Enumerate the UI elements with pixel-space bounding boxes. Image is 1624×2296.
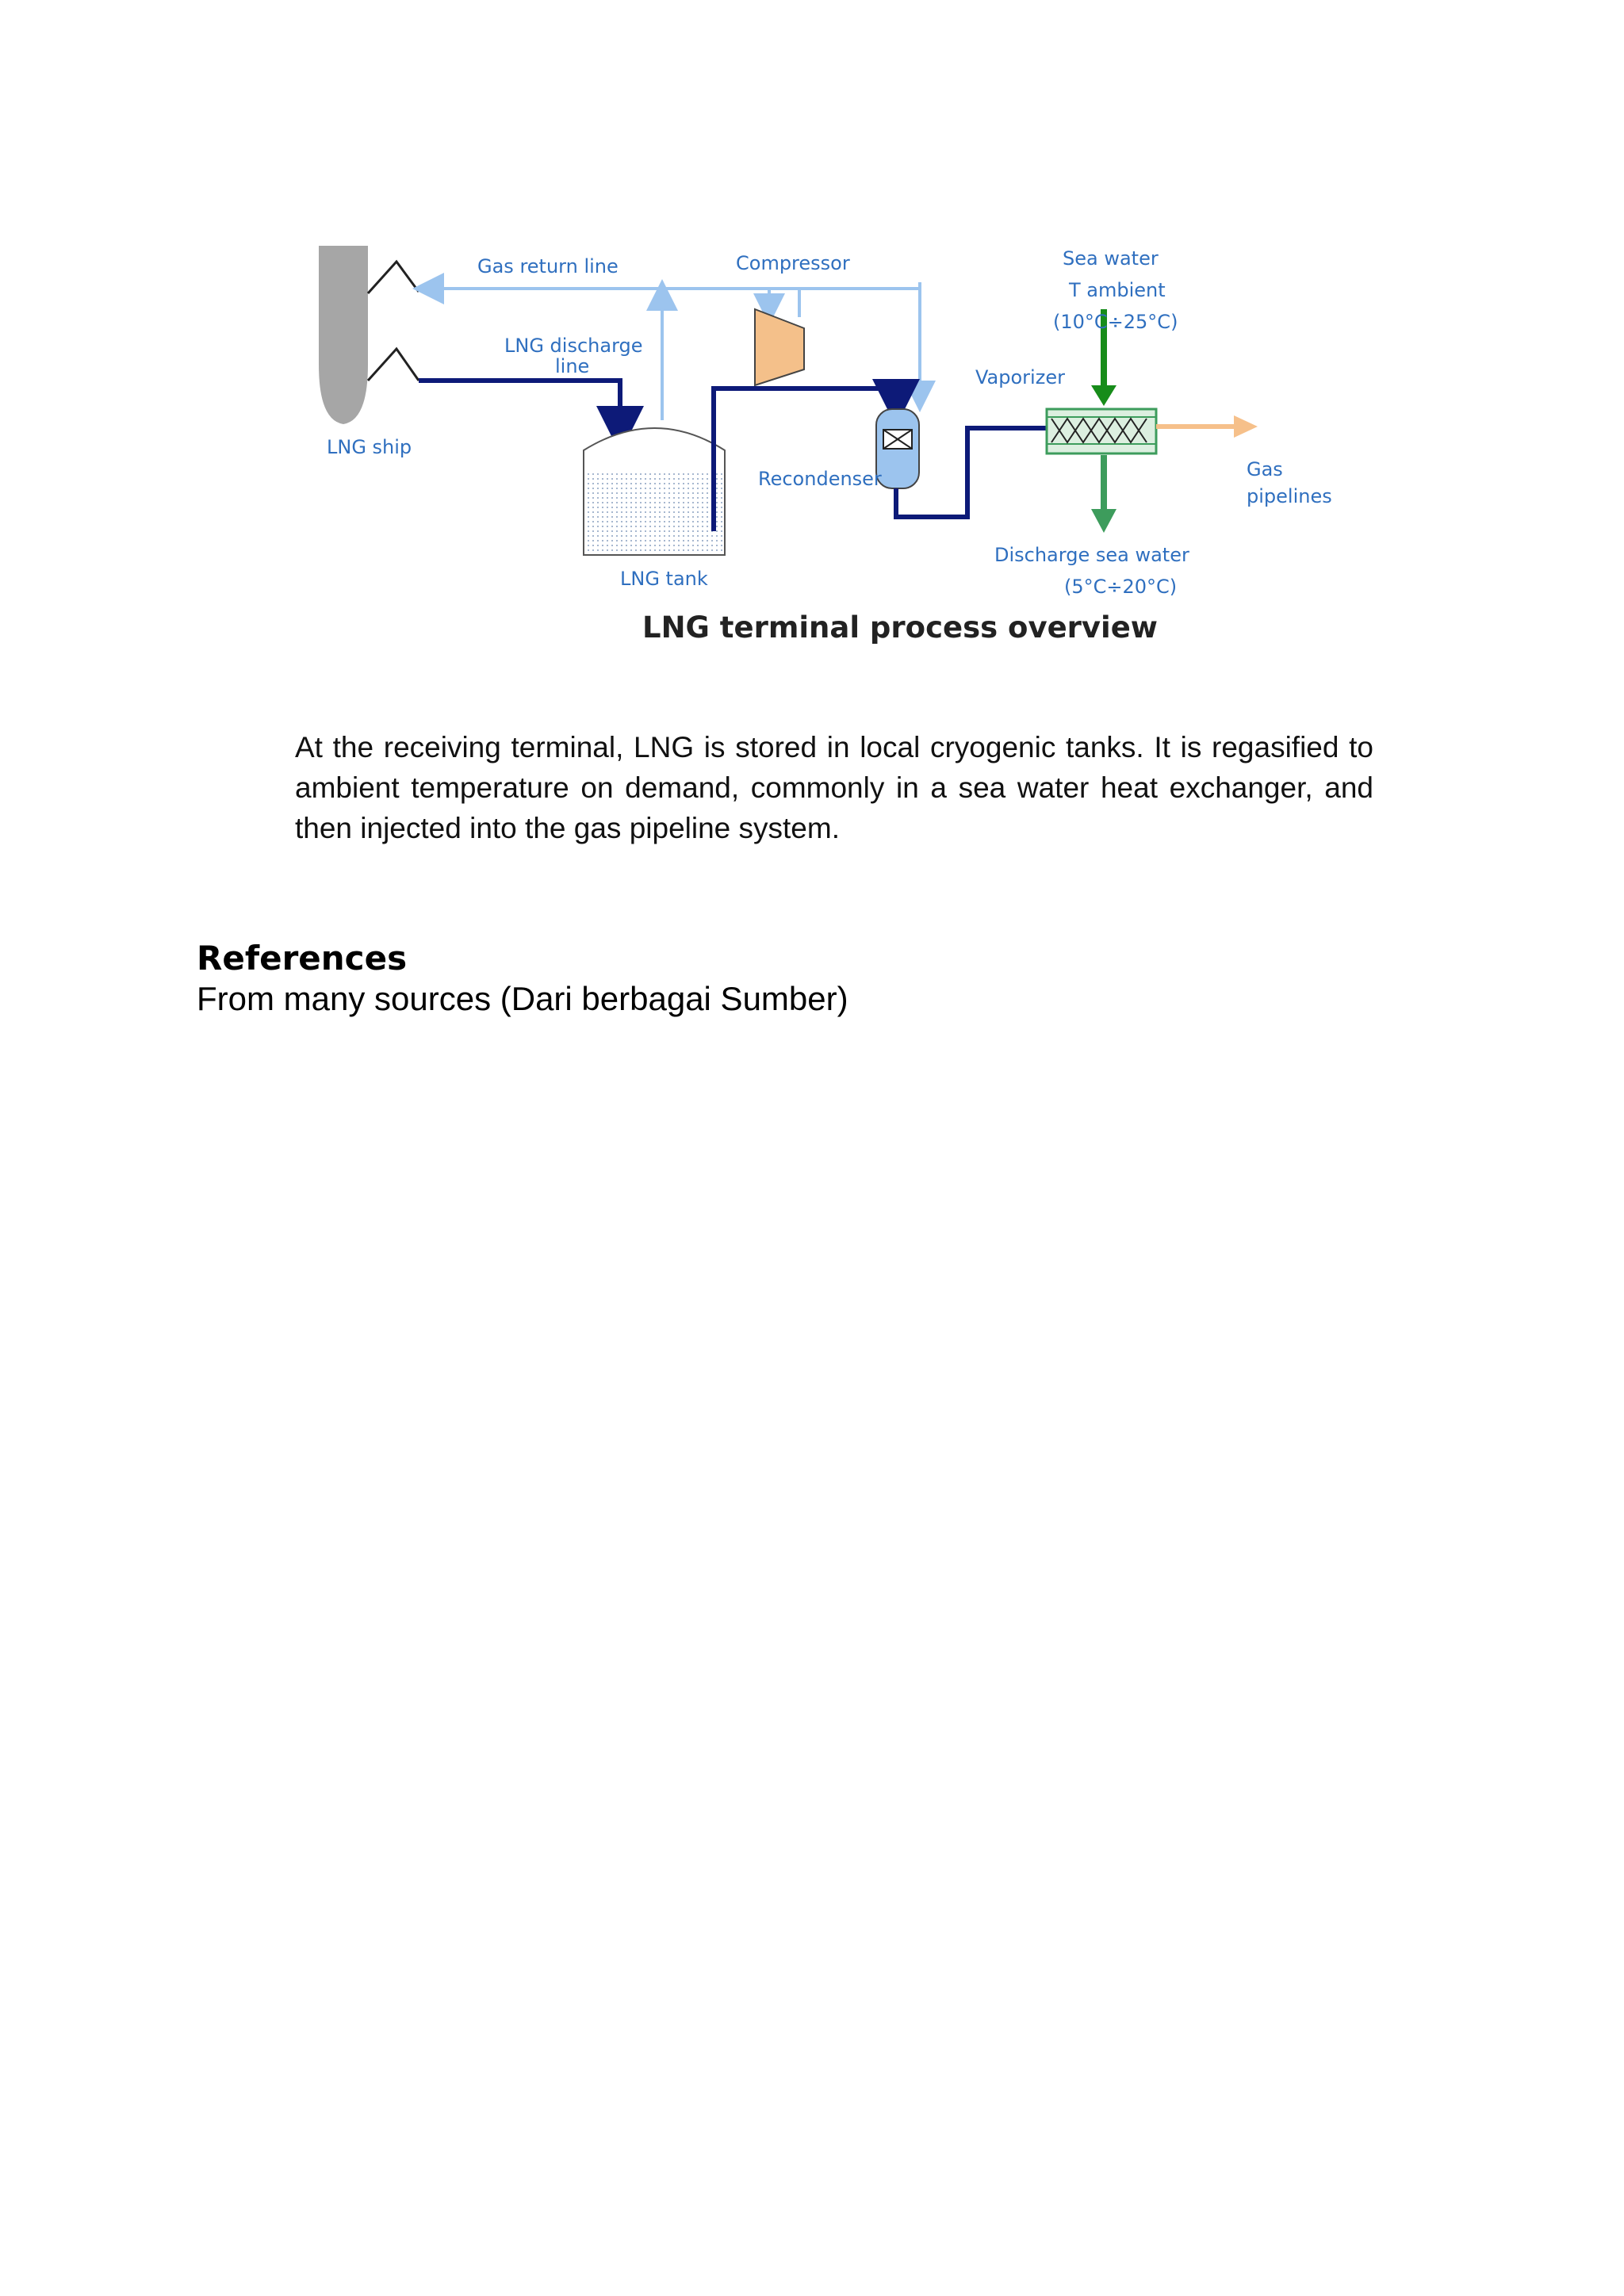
label-temp-out: (5°C÷20°C): [1064, 576, 1178, 598]
compressor-to-recondenser: [799, 289, 920, 396]
lng-ship-shape: [319, 246, 368, 424]
body-paragraph: At the receiving terminal, LNG is stored in local cryogenic tanks. It is regasified to ambient temperature on demand, commonly in a sea water heat exchanger, and then injected into the gas pipeline system.: [295, 731, 1373, 844]
sea-water-inlet-arrow: [1091, 385, 1116, 406]
loading-arm-lower: [368, 349, 419, 381]
label-lng-discharge-line: line: [555, 355, 590, 377]
references-heading: References: [197, 939, 408, 978]
label-pipelines: pipelines: [1247, 485, 1332, 507]
lng-tank-liquid: [585, 473, 723, 553]
label-gas: Gas: [1247, 458, 1283, 480]
figure-caption: [301, 610, 1364, 645]
lng-process-diagram: [301, 230, 1364, 674]
label-compressor: Compressor: [736, 252, 850, 274]
label-t-ambient: T ambient: [1069, 279, 1166, 301]
label-temp-in: (10°C÷25°C): [1053, 311, 1178, 333]
label-gas-return-line: Gas return line: [477, 255, 619, 277]
label-vaporizer: Vaporizer: [975, 366, 1065, 388]
label-recondenser: Recondenser: [758, 468, 882, 490]
label-lng-ship: LNG ship: [327, 436, 412, 458]
sea-water-discharge-arrow: [1091, 509, 1116, 533]
label-lng-tank: LNG tank: [620, 568, 708, 590]
lng-discharge-line: [419, 381, 620, 430]
tank-to-recondenser-line: [714, 388, 896, 531]
references-text: From many sources (Dari berbagai Sumber): [197, 980, 848, 1017]
loading-arm-upper: [368, 262, 419, 293]
caption-text: LNG terminal process overview: [642, 610, 1158, 645]
compressor-shape: [755, 309, 804, 385]
diagram-svg: [301, 230, 1364, 610]
label-discharge-sea-water: Discharge sea water: [994, 544, 1189, 566]
label-sea-water: Sea water: [1063, 247, 1159, 270]
gas-pipeline-arrow: [1234, 415, 1258, 438]
label-lng-discharge: LNG discharge: [504, 335, 643, 357]
